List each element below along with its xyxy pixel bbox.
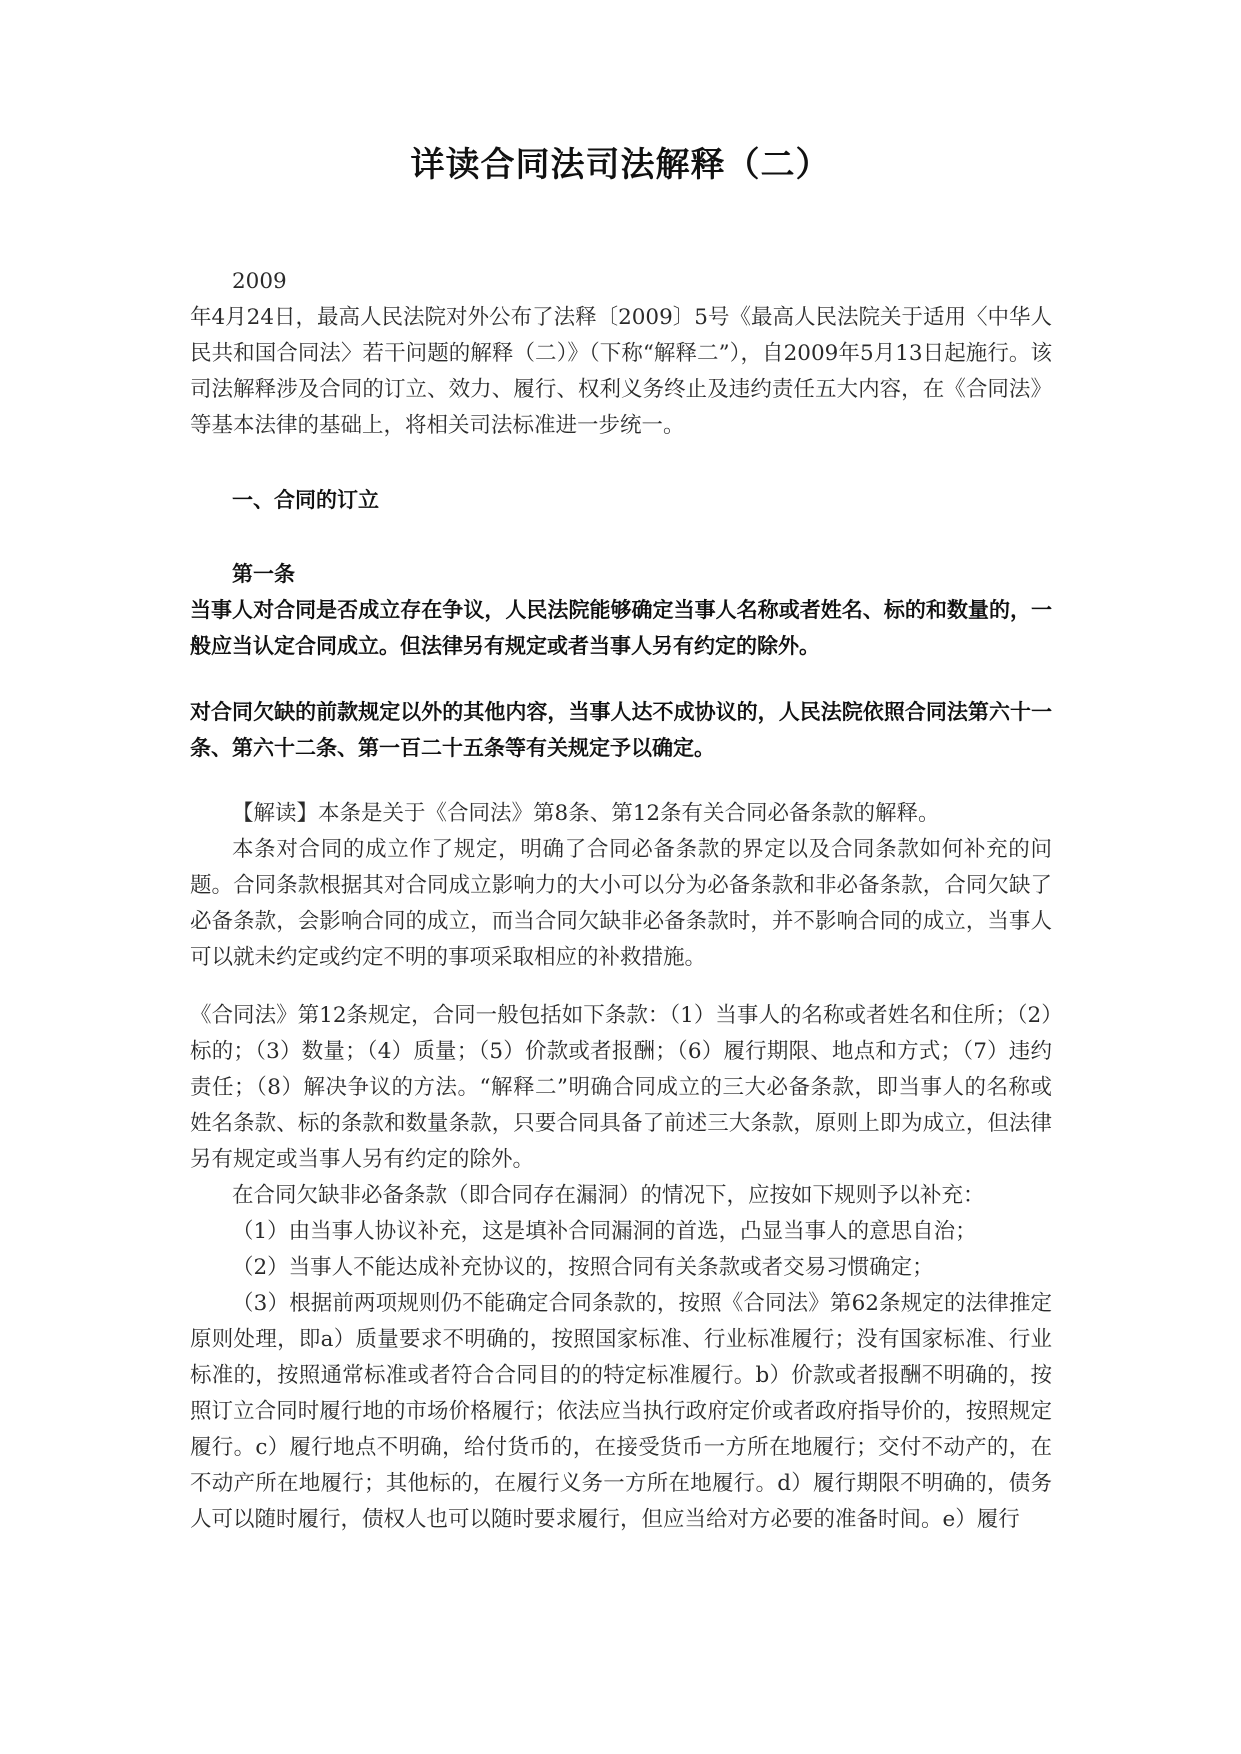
intro-paragraph: 年4月24日，最高人民法院对外公布了法释〔2009〕5号《最高人民法院关于适用〈中华人民共和国合同法〉若干问题的解释（二）》（下称“解释二”），自2009年5月13日起施行。该司法解释涉及合同的订立、效力、履行、权利义务终止及违约责任五大内容，在《合同法》等基本法律的基础上，将相关司法标准进一步统一。 xyxy=(190,305,1052,438)
section-heading: 一、合同的订立 xyxy=(232,488,379,512)
article-paragraph-2: 对合同欠缺的前款规定以外的其他内容，当事人达不成协议的，人民法院依照合同法第六十一条、第六十二条、第一百二十五条等有关规定予以确定。 xyxy=(190,700,1052,760)
interpretation-intro xyxy=(190,796,1052,832)
intro-year: 2009 xyxy=(232,269,287,294)
page-title: 详读合同法司法解释（二） xyxy=(410,145,831,185)
interpretation-label: 【解读】 xyxy=(232,801,319,826)
supplement-rule-1: （1）由当事人协议补充，这是填补合同漏洞的首选，凸显当事人的意思自治； xyxy=(232,1219,977,1244)
supplement-rule-3: （3）根据前两项规则仍不能确定合同条款的，按照《合同法》第62条规定的法律推定原则处理，即a）质量要求不明确的，按照国家标准、行业标准履行；没有国家标准、行业标准的，按照通常标准或者符合合同目的的特定标准履行。b）价款或者报酬不明确的，按照订立合同时履行地的市场价格履行；依法应当执行政府定价或者政府指导价的，按照规定履行。c）履行地点不明确，给付货币的，在接受货币一方所在地履行；交付不动产的，在不动产所在地履行；其他标的，在履行义务一方所在地履行。d）履行期限不明确的，债务人可以随时履行，债权人也可以随时要求履行，但应当给对方必要的准备时间。e）履行 xyxy=(190,1291,1052,1532)
article-heading: 第一条 xyxy=(232,562,295,586)
article-paragraph-1: 当事人对合同是否成立存在争议，人民法院能够确定当事人名称或者姓名、标的和数量的，一般应当认定合同成立。但法律另有规定或者当事人另有约定的除外。 xyxy=(190,598,1052,658)
interpretation-first-sentence: 本条是关于《合同法》第8条、第12条有关合同必备条款的解释。 xyxy=(318,801,940,826)
interpretation-paragraph-4: 在合同欠缺非必备条款（即合同存在漏洞）的情况下，应按如下规则予以补充： xyxy=(232,1183,985,1208)
supplement-rule-2: （2）当事人不能达成补充协议的，按照合同有关条款或者交易习惯确定； xyxy=(232,1255,934,1280)
interpretation-paragraph-3: 《合同法》第12条规定，合同一般包括如下条款：（1）当事人的名称或者姓名和住所；（2）标的；（3）数量；（4）质量；（5）价款或者报酬；（6）履行期限、地点和方式；（7）违约责任；（8）解决争议的方法。“解释二”明确合同成立的三大必备条款，即当事人的名称或姓名条款、标的条款和数量条款，只要合同具备了前述三大条款，原则上即为成立，但法律另有规定或当事人另有约定的除外。 xyxy=(190,1003,1052,1172)
interpretation-paragraph-2: 本条对合同的成立作了规定，明确了合同必备条款的界定以及合同条款如何补充的问题。合同条款根据其对合同成立影响力的大小可以分为必备条款和非必备条款，合同欠缺了必备条款，会影响合同的成立，而当合同欠缺非必备条款时，并不影响合同的成立，当事人可以就未约定或约定不明的事项采取相应的补救措施。 xyxy=(190,837,1052,970)
document-body xyxy=(190,264,1052,1538)
